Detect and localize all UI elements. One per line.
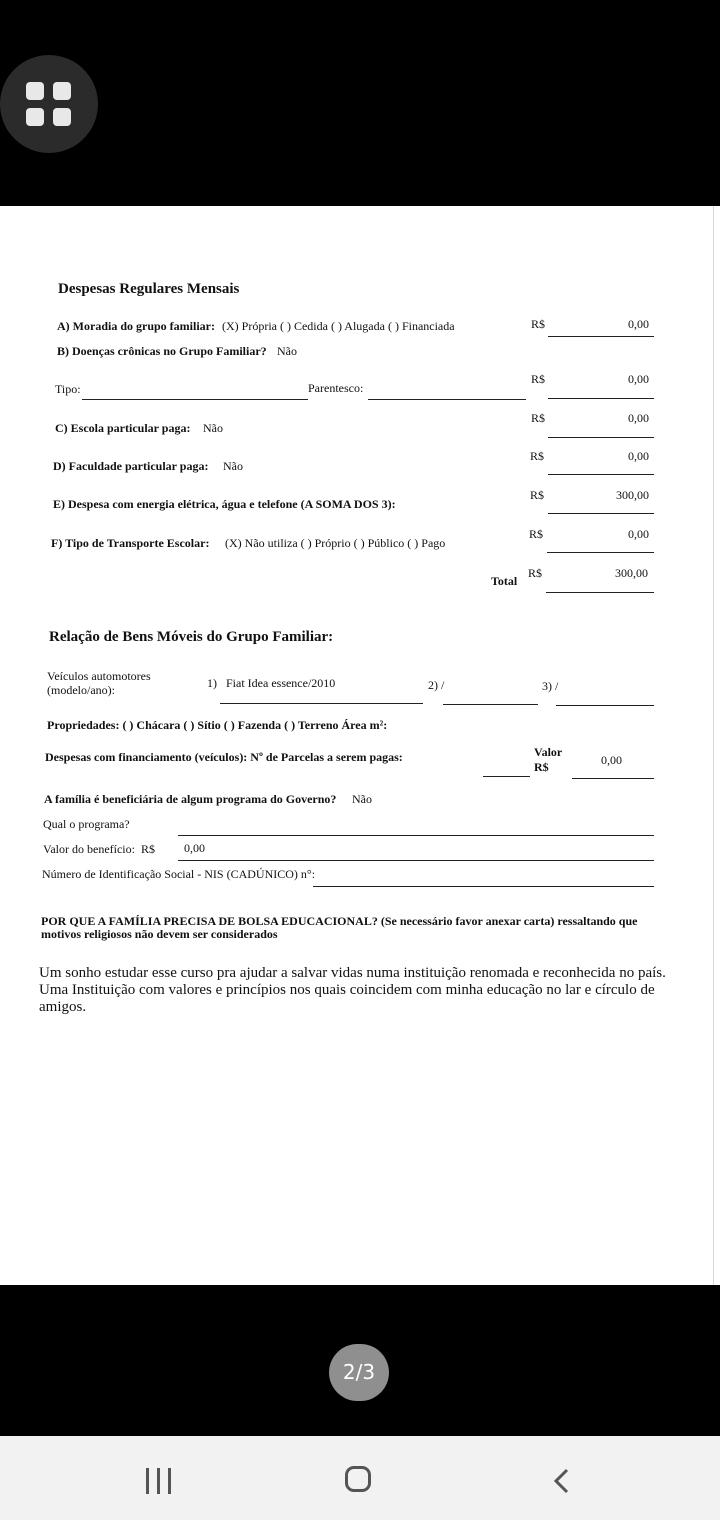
back-icon[interactable]	[552, 1468, 578, 1494]
viewer-top-bar	[0, 0, 720, 206]
grid-icon	[26, 108, 44, 126]
document-page	[0, 206, 720, 1285]
vehicle-2: 2) /	[428, 678, 445, 692]
tipo-label: Tipo:	[55, 382, 81, 396]
parentesco-line	[368, 399, 526, 400]
vehicle-1-number: 1)	[207, 676, 217, 690]
nis-line	[313, 886, 654, 887]
financing-value: 0,00	[601, 753, 622, 767]
gov-question: A família é beneficiária de algum programa do Governo?	[44, 792, 337, 806]
vehicle-1: Fiat Idea essence/2010	[226, 676, 336, 690]
properties-line: Propriedades: ( ) Chácara ( ) Sítio ( ) Fazenda ( ) Terreno Área m²:	[47, 718, 388, 732]
total-line	[546, 592, 654, 593]
total-label: Total	[491, 574, 518, 588]
currency-label: R$	[531, 317, 546, 331]
grid-icon	[53, 82, 71, 100]
currency-label: R$	[141, 842, 156, 856]
value-line	[548, 474, 654, 475]
parentesco-label: Parentesco:	[308, 381, 364, 395]
vehicle-3-line	[556, 705, 654, 706]
item-d-label: D) Faculdade particular paga:	[53, 459, 209, 473]
currency-label: R$	[530, 449, 545, 463]
vehicle-3: 3) /	[542, 679, 559, 693]
item-f-options: (X) Não utiliza ( ) Próprio ( ) Público ( ) Pago	[225, 536, 446, 550]
nis-label: Número de Identificação Social - NIS (CADÚNICO) n°:	[42, 867, 316, 881]
section1-title: Despesas Regulares Mensais	[58, 281, 240, 297]
tipo-line	[82, 399, 308, 400]
financing-label: Despesas com financiamento (veículos): Nº de Parcelas a serem pagas:	[45, 750, 403, 764]
item-e-value: 300,00	[616, 488, 649, 502]
total-value: 300,00	[615, 566, 648, 580]
currency-label: R$	[531, 372, 546, 386]
why-question-2: motivos religiosos não devem ser considerados	[41, 927, 278, 941]
vehicles-label: Veículos automotores	[47, 669, 151, 683]
program-label: Qual o programa?	[43, 817, 130, 831]
item-b-label: B) Doenças crônicas no Grupo Familiar?	[57, 344, 267, 358]
vehicles-label-2: (modelo/ano):	[47, 683, 115, 697]
item-f-value: 0,00	[628, 527, 649, 541]
currency-label: R$	[529, 527, 544, 541]
item-c-answer: Não	[203, 421, 223, 435]
recent-apps-icon[interactable]	[146, 1468, 172, 1494]
benefit-label: Valor do benefício:	[43, 842, 135, 856]
item-b-value: 0,00	[628, 372, 649, 386]
currency-label: R$	[530, 488, 545, 502]
why-question: POR QUE A FAMÍLIA PRECISA DE BOLSA EDUCACIONAL? (Se necessário favor anexar carta) ressaltando que	[41, 914, 638, 928]
currency-label: R$	[534, 760, 549, 774]
item-c-label: C) Escola particular paga:	[55, 421, 191, 435]
section2-title: Relação de Bens Móveis do Grupo Familiar:	[49, 629, 334, 645]
item-a-options: (X) Própria ( ) Cedida ( ) Alugada ( ) Financiada	[222, 319, 455, 333]
answer-text: Um sonho estudar esse curso pra ajudar a salvar vidas numa instituição renomada e reconhecida no país. Uma Instituição com valores e princípios nos quais coincidem com minha educação no lar e círculo de amigos.	[39, 965, 666, 1015]
value-line	[548, 398, 654, 399]
value-line	[548, 336, 654, 337]
benefit-value: 0,00	[184, 841, 205, 855]
grid-icon	[53, 108, 71, 126]
home-icon[interactable]	[345, 1466, 371, 1492]
item-a-label: A) Moradia do grupo familiar:	[57, 319, 215, 333]
program-line	[178, 835, 654, 836]
item-a-value: 0,00	[628, 317, 649, 331]
valor-label: Valor	[534, 745, 563, 759]
grid-view-button[interactable]	[0, 55, 98, 153]
item-e-label: E) Despesa com energia elétrica, água e telefone (A SOMA DOS 3):	[53, 497, 396, 511]
currency-label: R$	[531, 411, 546, 425]
item-f-label: F) Tipo de Transporte Escolar:	[51, 536, 210, 550]
page-indicator: 2/3	[329, 1344, 389, 1401]
grid-icon	[26, 82, 44, 100]
item-b-answer: Não	[277, 344, 297, 358]
vehicle-2-line	[443, 704, 538, 705]
value-line	[548, 513, 654, 514]
financing-value-line	[572, 778, 654, 779]
item-d-answer: Não	[223, 459, 243, 473]
item-c-value: 0,00	[628, 411, 649, 425]
currency-label: R$	[528, 566, 543, 580]
page-edge	[713, 206, 714, 1285]
vehicle-1-line	[220, 703, 423, 704]
item-d-value: 0,00	[628, 449, 649, 463]
benefit-line	[178, 860, 654, 861]
value-line	[548, 437, 654, 438]
value-line	[547, 552, 654, 553]
parcelas-line	[483, 776, 530, 777]
gov-answer: Não	[352, 792, 372, 806]
